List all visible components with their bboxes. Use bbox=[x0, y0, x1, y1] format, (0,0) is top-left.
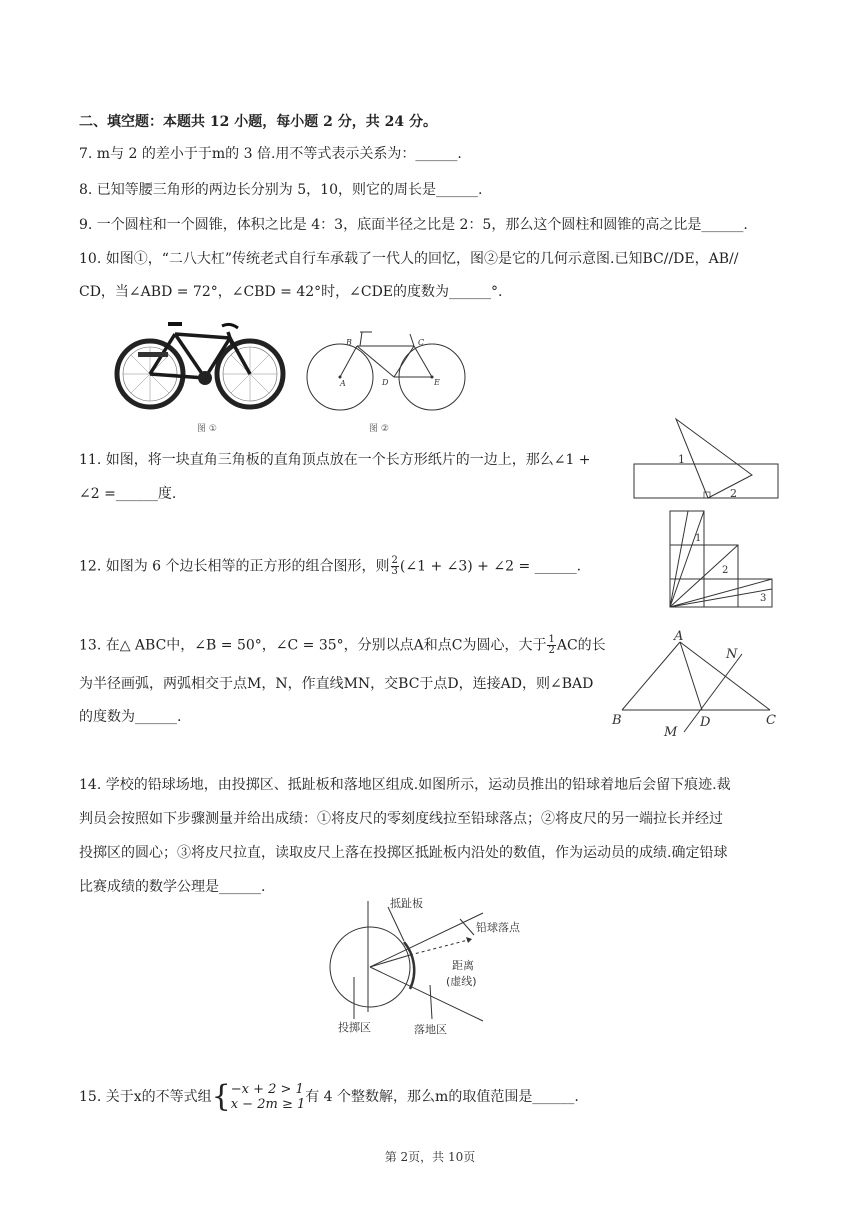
angle-3-label: 3 bbox=[760, 593, 767, 604]
point-D-label: D bbox=[700, 715, 711, 730]
question-12: 12. 如图为 6 个边长相等的正方形的组合图形，则 $\frac{2}{3}$ (∠1 + ∠3) + ∠2 = ______. bbox=[79, 555, 582, 577]
point-C-label: C bbox=[766, 713, 776, 728]
question-10-line2: CD，当∠ABD = 72°，∠CBD = 42°时，∠CDE的度数为______°. bbox=[79, 284, 503, 300]
section-heading: 二、填空题：本题共 12 小题，每小题 2 分，共 24 分。 bbox=[79, 114, 437, 130]
question-11-line1: 11. 如图，将一块直角三角板的直角顶点放在一个长方形纸片的一边上，那么∠1 + bbox=[79, 452, 591, 468]
question-10-line1: 10. 如图①，“二八大杠”传统老式自行车承载了一代人的回忆，图②是它的几何示意图.已知BC//DE，AB// bbox=[79, 251, 739, 267]
question-14-line2: 判员会按照如下步骤测量并给出成绩：①将皮尺的零刻度线拉至铅球落点；②将皮尺的另一端拉长并经过 bbox=[79, 811, 723, 827]
label-landing-point: 铅球落点 bbox=[476, 921, 520, 934]
q11-figure bbox=[632, 417, 780, 503]
question-9: 9. 一个圆柱和一个圆锥，体积之比是 4：3，底面半径之比是 2：5，那么这个圆柱和圆锥的高之比是______. bbox=[79, 217, 748, 233]
label-D: D bbox=[382, 378, 389, 387]
fraction-one-half: $\frac{1}{2}$ bbox=[548, 634, 555, 656]
question-13-line2: 为半径画弧，两弧相交于点M，N，作直线MN，交BC于点D，连接AD，则∠BAD bbox=[79, 676, 594, 692]
bike-caption-2: 图 ② bbox=[369, 424, 389, 434]
label-distance: 距离 bbox=[452, 959, 474, 972]
label-B: B bbox=[346, 338, 352, 347]
angle-2-label: 2 bbox=[730, 487, 737, 500]
label-landing-zone: 落地区 bbox=[414, 1023, 447, 1036]
label-dashed: (虚线) bbox=[446, 975, 477, 988]
q12-figure bbox=[668, 509, 776, 609]
inequality-system: −x + 2 > 1 x − 2m ≥ 1 bbox=[230, 1082, 306, 1112]
question-14-line1: 14. 学校的铅球场地，由投掷区、抵趾板和落地区组成.如图所示，运动员推出的铅球着地后会留下痕迹.裁 bbox=[79, 777, 731, 793]
label-throw-zone: 投掷区 bbox=[338, 1021, 371, 1034]
point-N-label: N bbox=[726, 647, 738, 662]
angle-2-label: 2 bbox=[722, 565, 729, 576]
bicycle-diagram bbox=[302, 322, 470, 414]
bicycle-photo bbox=[110, 312, 290, 412]
label-A: A bbox=[340, 379, 346, 388]
q14-figure bbox=[318, 897, 548, 1037]
system-brace: { bbox=[211, 1079, 231, 1114]
question-8: 8. 已知等腰三角形的两边长分别为 5，10，则它的周长是______. bbox=[79, 182, 483, 198]
question-13-line3: 的度数为______. bbox=[79, 709, 182, 725]
question-14-line4: 比赛成绩的数学公理是______. bbox=[79, 879, 266, 895]
page-footer: 第 2页，共 10页 bbox=[384, 1150, 476, 1164]
q13-figure bbox=[610, 628, 790, 740]
bike-caption-1: 图 ① bbox=[197, 424, 217, 434]
question-11-line2: ∠2 =______度. bbox=[79, 486, 177, 502]
point-A-label: A bbox=[674, 629, 684, 644]
angle-1-label: 1 bbox=[678, 453, 685, 466]
label-E: E bbox=[434, 378, 440, 387]
label-C: C bbox=[418, 338, 425, 347]
angle-1-label: 1 bbox=[695, 533, 702, 544]
point-M-label: M bbox=[664, 725, 678, 740]
question-15: 15. 关于x的不等式组{ −x + 2 > 1 x − 2m ≥ 1 有 4 个整数解，那么m的取值范围是______. bbox=[79, 1079, 579, 1114]
question-14-line3: 投掷区的圆心；③将皮尺拉直，读取皮尺上落在投掷区抵趾板内沿处的数值，作为运动员的成绩.确定铅球 bbox=[79, 845, 728, 861]
label-board: 抵趾板 bbox=[390, 897, 423, 910]
question-13-line1: 13. 在△ ABC中，∠B = 50°，∠C = 35°，分别以点A和点C为圆心，大于 $\frac{1}{2}$ AC的长 bbox=[79, 634, 606, 656]
fraction-two-thirds: $\frac{2}{3}$ bbox=[391, 555, 398, 577]
question-7: 7. m与 2 的差小于于m的 3 倍.用不等式表示关系为：______. bbox=[79, 146, 462, 162]
point-B-label: B bbox=[612, 713, 622, 728]
